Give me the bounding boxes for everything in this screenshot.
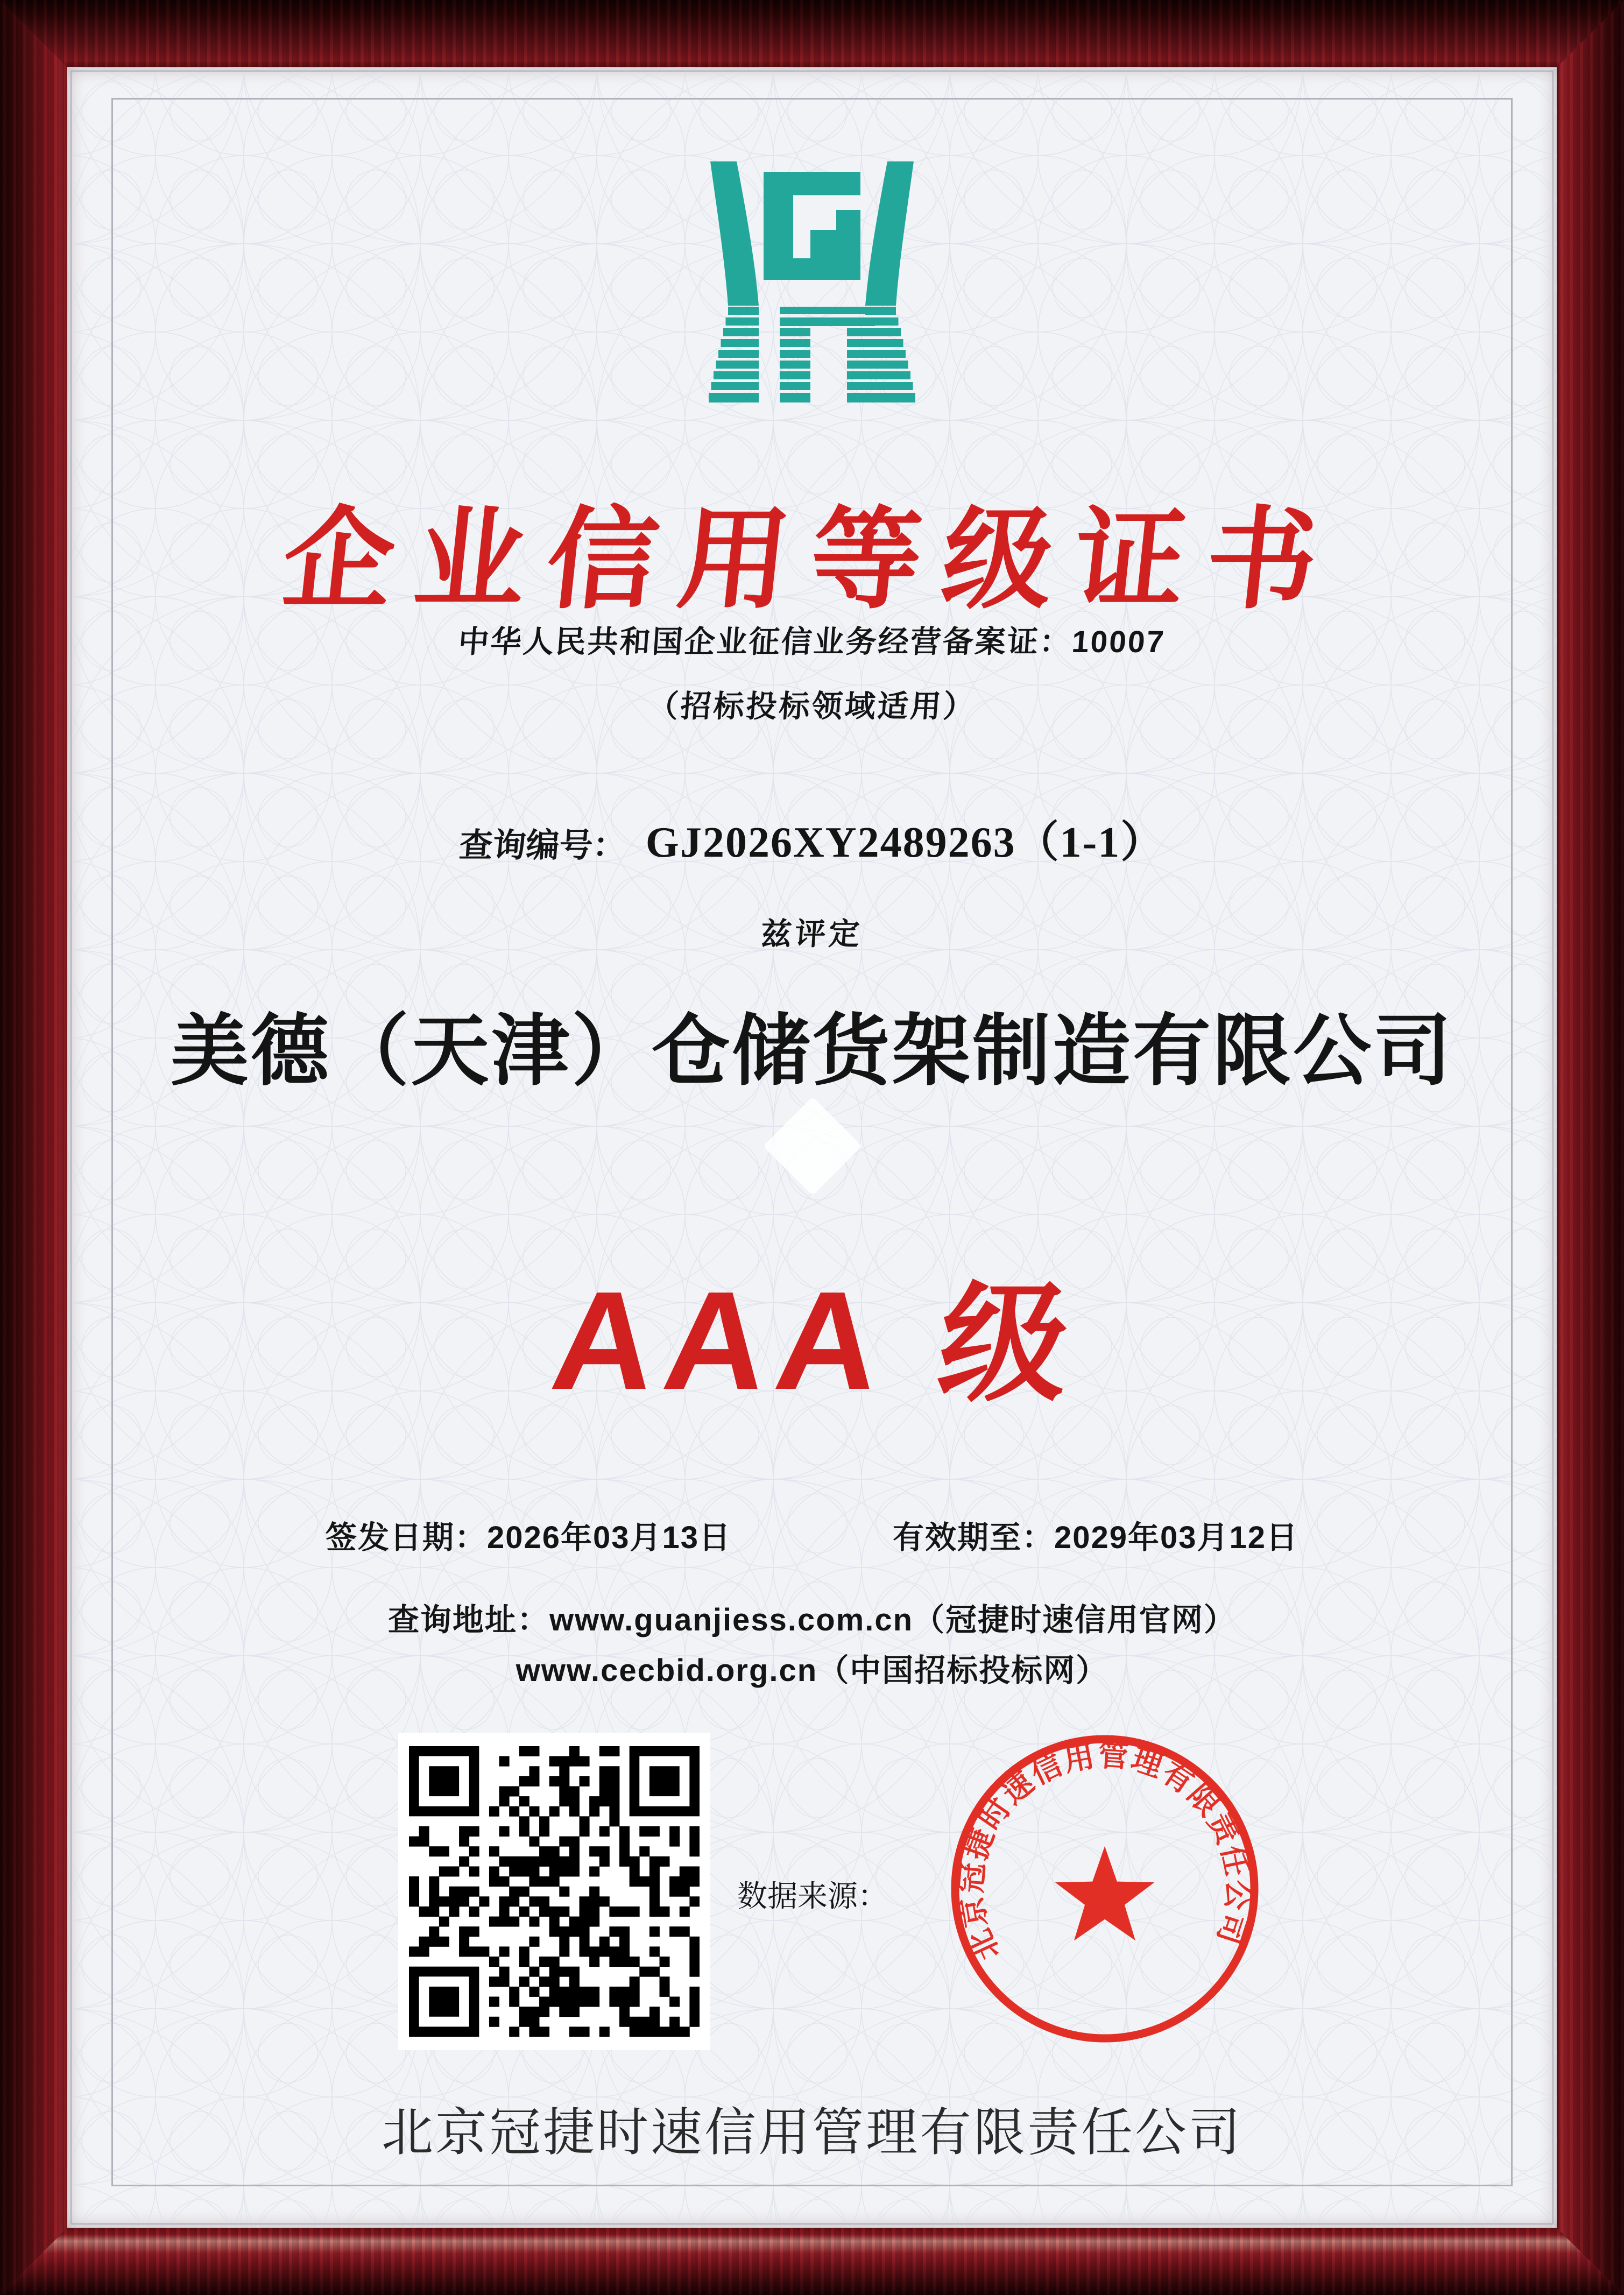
- query-url-1: www.guanjiess.com.cn: [549, 1602, 914, 1637]
- issue-date: 签发日期：2026年03月13日: [325, 1520, 731, 1555]
- qr-code-box: [398, 1733, 710, 2050]
- query-url-1-note: （冠捷时速信用官网）: [913, 1602, 1237, 1637]
- company-round-seal: [943, 1727, 1266, 2050]
- company-logo-icon: [694, 161, 930, 404]
- qr-code-icon: [409, 1746, 700, 2037]
- query-url-2-note: （中国招标投标网）: [817, 1653, 1108, 1688]
- valid-until: 有效期至：2029年03月12日: [893, 1520, 1299, 1555]
- registration-line: 中华人民共和国企业征信业务经营备案证：10007: [457, 625, 1167, 659]
- scope-line: （招标投标领域适用）: [646, 689, 977, 724]
- query-url-2: www.cecbid.org.cn: [516, 1653, 818, 1688]
- company-name: 美德（天津）仓储货架制造有限公司: [171, 1009, 1453, 1095]
- query-address-line-1: [67, 1594, 1557, 1640]
- query-address-label: 查询地址：: [387, 1602, 549, 1637]
- grade-suffix: 级: [931, 1272, 1077, 1416]
- certificate-title: 企业信用等级证书: [277, 498, 1345, 622]
- query-number-label: 查询编号：: [457, 827, 627, 864]
- query-number-line: [67, 807, 1557, 869]
- certificate-paper: [67, 67, 1557, 2228]
- credit-grade: [58, 1240, 1566, 1426]
- query-address-line-2: [67, 1645, 1557, 1690]
- frame-top: [0, 0, 1624, 67]
- validity-dates: [67, 1512, 1557, 1557]
- data-source-label: 数据来源：: [737, 1880, 888, 1913]
- award-intro: 兹评定: [759, 917, 864, 951]
- frame-bottom: [0, 2228, 1624, 2295]
- frame-left: [0, 0, 67, 2295]
- seal-text: 北京冠捷时速信用管理有限责任公司: [955, 1739, 1255, 1966]
- query-number-value: GJ2026XY2489263（1-1）: [645, 819, 1165, 866]
- issuer-name: 北京冠捷时速信用管理有限责任公司: [382, 2104, 1242, 2162]
- grade-letters: AAA: [545, 1263, 897, 1419]
- frame-right: [1557, 0, 1624, 2295]
- watermark-diamond: [763, 1097, 862, 1196]
- red-star-icon: [1055, 1846, 1155, 1940]
